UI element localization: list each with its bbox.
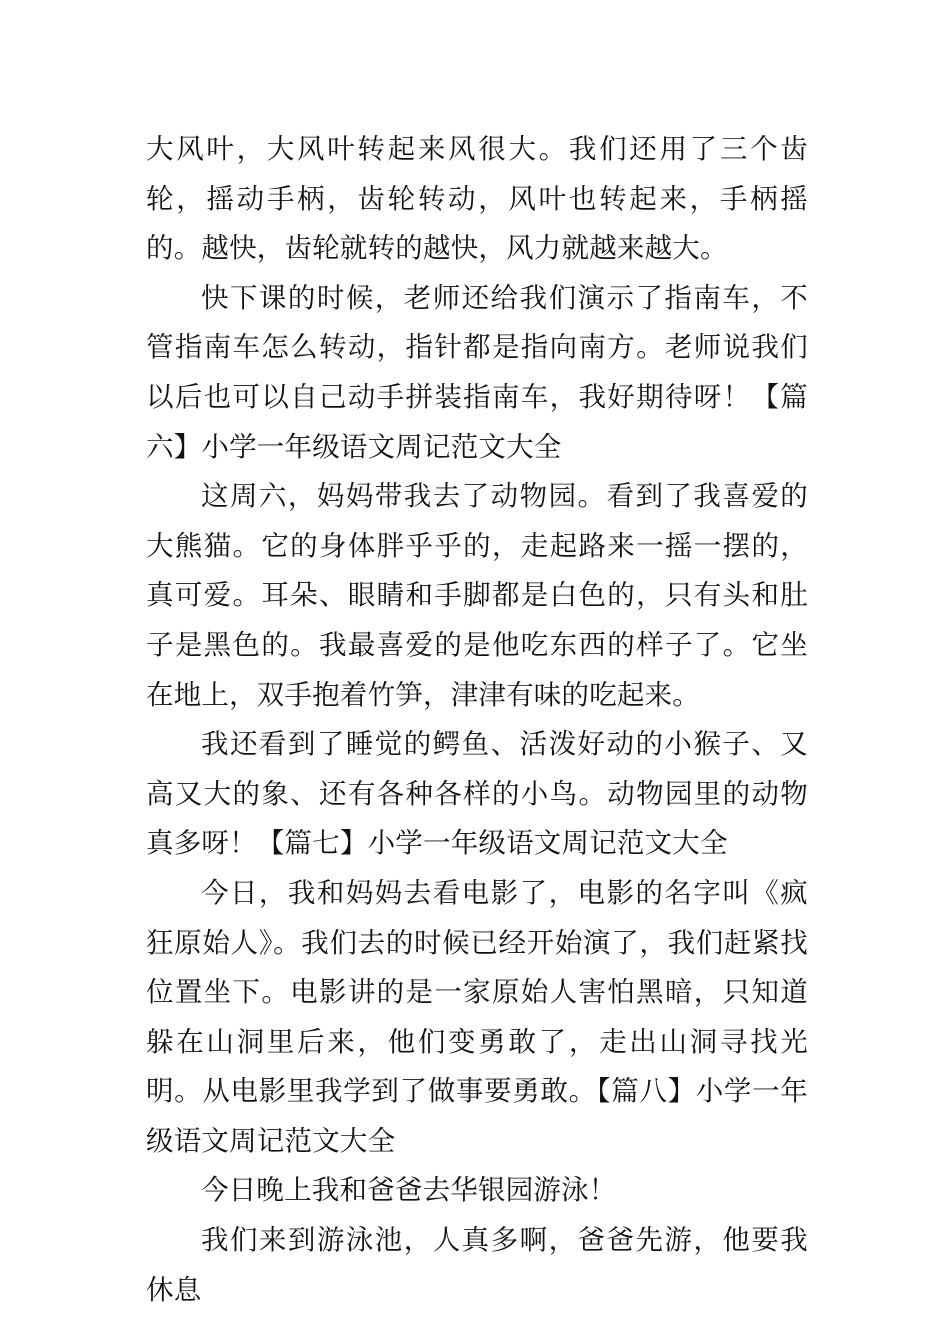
paragraph-7: 我们来到游泳池，人真多啊，爸爸先游，他要我休息 (146, 1224, 808, 1306)
paragraph-6: 今日晚上我和爸爸去华银园游泳！ (201, 1174, 617, 1207)
paragraph-2: 快下课的时候，老师还给我们演示了指南车，不管指南车怎么转动，指针都是指向南方。老师说我们以后也可以自己动手拼装指南车，我好期待呀！【篇六】小学一年级语文周记范文大全 (146, 281, 808, 463)
paragraph-5: 今日，我和妈妈去看电影了，电影的名字叫《疯狂原始人》。我们去的时候已经开始演了，我们赶紧找位置坐下。电影讲的是一家原始人害怕黑暗，只知道躲在山洞里后来，他们变勇敢了，走出山洞寻找光明。从电影里我学到了做事要勇敢。【篇八】小学一年级语文周记范文大全 (146, 876, 808, 1157)
paragraph-4: 我还看到了睡觉的鳄鱼、活泼好动的小猴子、又高又大的象、还有各种各样的小鸟。动物园里的动物真多呀！【篇七】小学一年级语文周记范文大全 (146, 728, 808, 860)
paragraph-1: 大风叶，大风叶转起来风很大。我们还用了三个齿轮，摇动手柄，齿轮转动，风叶也转起来，手柄摇的。越快，齿轮就转的越快，风力就越来越大。 (146, 133, 808, 265)
paragraph-3: 这周六，妈妈带我去了动物园。看到了我喜爱的大熊猫。它的身体胖乎乎的，走起路来一摇一摆的，真可爱。耳朵、眼睛和手脚都是白色的，只有头和肚子是黑色的。我最喜爱的是他吃东西的样子了。它坐在地上，双手抱着竹笋，津津有味的吃起来。 (146, 480, 808, 711)
document-body (146, 125, 808, 1315)
